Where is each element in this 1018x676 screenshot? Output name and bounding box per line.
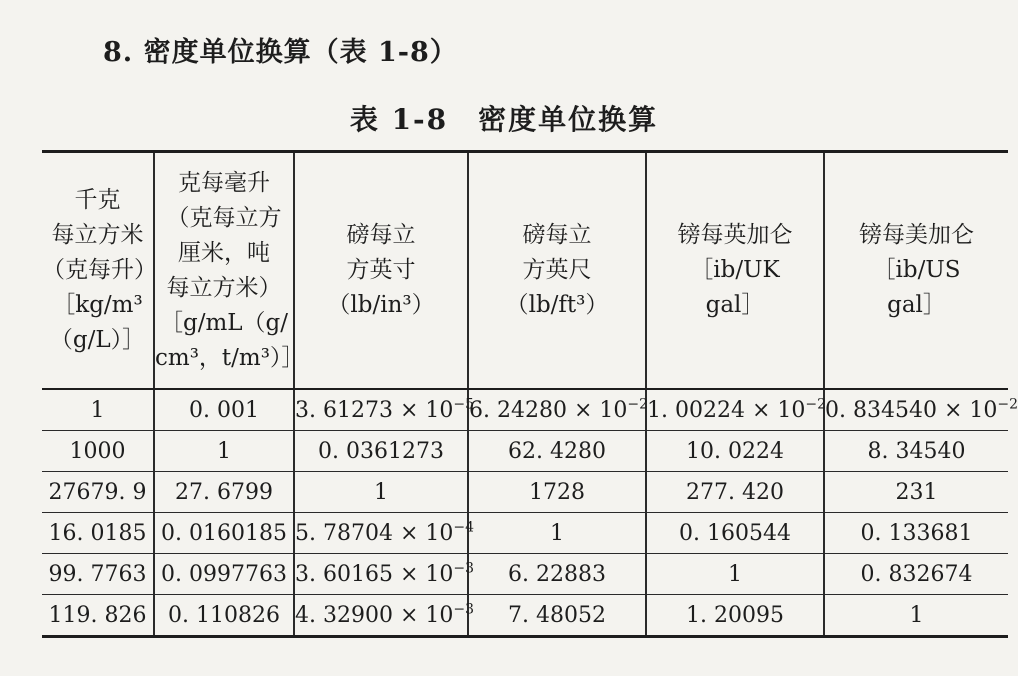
- table-row: [42, 431, 1008, 472]
- cell-exponent: −4: [453, 519, 475, 536]
- header-line: ［g/mL（g/: [159, 309, 289, 336]
- cell-value: 0. 832674: [860, 561, 973, 587]
- table-cell: [824, 554, 1008, 595]
- table-cell: [646, 472, 824, 513]
- header-line: ［ib/UK: [690, 257, 780, 283]
- cell-value: 119. 826: [48, 602, 147, 628]
- header-row: [42, 152, 1008, 390]
- table-cell: [468, 431, 646, 472]
- column-header-1: [42, 152, 157, 390]
- table-cell: [646, 431, 824, 472]
- cell-value: 0. 0361273: [318, 438, 444, 464]
- header-line: （g/L）］: [49, 327, 146, 353]
- cell-value: 27. 6799: [175, 479, 273, 505]
- table-cell: [294, 595, 475, 637]
- table-title: 表 1-8 密度单位换算: [349, 103, 659, 136]
- cell-value: 1: [909, 602, 924, 628]
- header-line: cm³，t/m³）］: [155, 344, 305, 371]
- cell-value: 10. 0224: [686, 438, 784, 464]
- table-cell: [154, 389, 294, 431]
- cell-value: 1: [550, 520, 564, 546]
- cell-value: 6. 24280 × 10: [469, 397, 628, 423]
- table-cell: [42, 554, 154, 595]
- section-heading: 8. 密度单位换算（表 1-8）: [103, 37, 458, 68]
- table-cell: [154, 513, 294, 554]
- table-body: [42, 389, 1018, 637]
- cell-value: 16. 0185: [48, 520, 147, 546]
- cell-exponent: −3: [453, 601, 475, 618]
- header-line: 镑每英加仑: [677, 222, 793, 248]
- table-cell: [468, 595, 646, 637]
- cell-value: 0. 133681: [860, 520, 973, 546]
- header-line: 千克: [74, 187, 121, 213]
- cell-value: 7. 48052: [508, 602, 606, 628]
- cell-value: 4. 32900 × 10: [295, 602, 454, 628]
- table-cell: [468, 472, 646, 513]
- header-line: （克每升）: [42, 257, 157, 283]
- column-header-6: [824, 152, 1008, 390]
- table-cell: [154, 595, 294, 637]
- cell-value: 0. 0160185: [161, 520, 287, 546]
- header-line: 方英尺: [522, 257, 592, 283]
- table-cell: [824, 472, 1008, 513]
- cell-value: 1. 00224 × 10: [647, 397, 806, 423]
- header-line: 磅每立: [346, 222, 416, 248]
- header-line: （lb/in³）: [327, 292, 435, 318]
- cell-exponent: −2: [627, 396, 649, 413]
- header-line: 镑每美加仑: [859, 222, 974, 248]
- header-line: ［kg/m³: [52, 292, 143, 318]
- cell-value: 0. 0997763: [161, 561, 287, 587]
- cell-value: 1000: [69, 438, 126, 464]
- table-cell: [154, 472, 294, 513]
- table-cell: [824, 595, 1008, 637]
- table-cell: [468, 554, 646, 595]
- table-row: [42, 554, 1008, 595]
- cell-exponent: −2: [997, 396, 1018, 413]
- column-header-5: [646, 152, 824, 390]
- table-cell: [42, 595, 154, 637]
- cell-value: 1: [728, 561, 742, 587]
- header-line: gal］: [705, 292, 765, 318]
- cell-value: 1: [90, 397, 105, 423]
- cell-exponent: −5: [453, 396, 475, 413]
- table-cell: [468, 513, 646, 554]
- cell-value: 0. 001: [189, 397, 259, 423]
- table-cell: [42, 431, 154, 472]
- table-cell: [154, 431, 294, 472]
- table-cell: [824, 389, 1018, 431]
- cell-value: 3. 60165 × 10: [295, 561, 454, 587]
- table-cell: [646, 595, 824, 637]
- table-cell: [824, 513, 1008, 554]
- cell-value: 1: [217, 438, 231, 464]
- table-container: [42, 150, 1018, 638]
- header-line: 磅每立: [522, 222, 592, 248]
- cell-exponent: −2: [805, 396, 827, 413]
- table-cell: [42, 513, 154, 554]
- column-header-3: [294, 152, 468, 390]
- table-cell: [646, 389, 827, 431]
- header-line: 每立方米: [51, 222, 144, 248]
- table-cell: [42, 389, 154, 431]
- table-cell: [294, 513, 475, 554]
- cell-value: 5. 78704 × 10: [295, 520, 454, 546]
- cell-value: 62. 4280: [508, 438, 606, 464]
- cell-value: 277. 420: [686, 479, 784, 505]
- header-line: 方英寸: [346, 257, 416, 283]
- cell-value: 99. 7763: [48, 561, 147, 587]
- density-conversion-table: [42, 150, 1018, 638]
- table-row: [42, 595, 1008, 637]
- table-cell: [646, 554, 824, 595]
- header-line: （lb/ft³）: [505, 292, 609, 318]
- cell-value: 1: [374, 479, 388, 505]
- table-cell: [294, 554, 475, 595]
- table-cell: [468, 389, 649, 431]
- cell-value: 0. 160544: [679, 520, 791, 546]
- table-cell: [646, 513, 824, 554]
- cell-value: 0. 110826: [168, 602, 280, 628]
- cell-value: 1728: [529, 479, 585, 505]
- table-cell: [154, 554, 294, 595]
- header-line: gal］: [887, 292, 946, 318]
- header-line: 克每毫升: [178, 169, 270, 196]
- column-header-4: [468, 152, 646, 390]
- cell-value: 27679. 9: [48, 479, 147, 505]
- table-cell: [294, 472, 468, 513]
- cell-value: 8. 34540: [867, 438, 966, 464]
- table-cell: [294, 431, 468, 472]
- table-row: [42, 513, 1008, 554]
- cell-value: 1. 20095: [686, 602, 784, 628]
- header-line: 厘米，吨: [178, 239, 270, 266]
- table-cell: [42, 472, 154, 513]
- table-cell: [294, 389, 475, 431]
- cell-exponent: −3: [453, 560, 475, 577]
- header-line: （克每立方: [166, 204, 282, 231]
- header-line: ［ib/US: [872, 257, 961, 283]
- table-cell: [824, 431, 1008, 472]
- table-row: [42, 389, 1008, 431]
- cell-value: 231: [895, 479, 938, 505]
- table-row: [42, 472, 1008, 513]
- cell-value: 0. 834540 × 10: [825, 397, 998, 423]
- cell-value: 6. 22883: [508, 561, 606, 587]
- column-header-2: [154, 152, 305, 390]
- header-line: 每立方米）: [166, 274, 282, 301]
- cell-value: 3. 61273 × 10: [295, 397, 454, 423]
